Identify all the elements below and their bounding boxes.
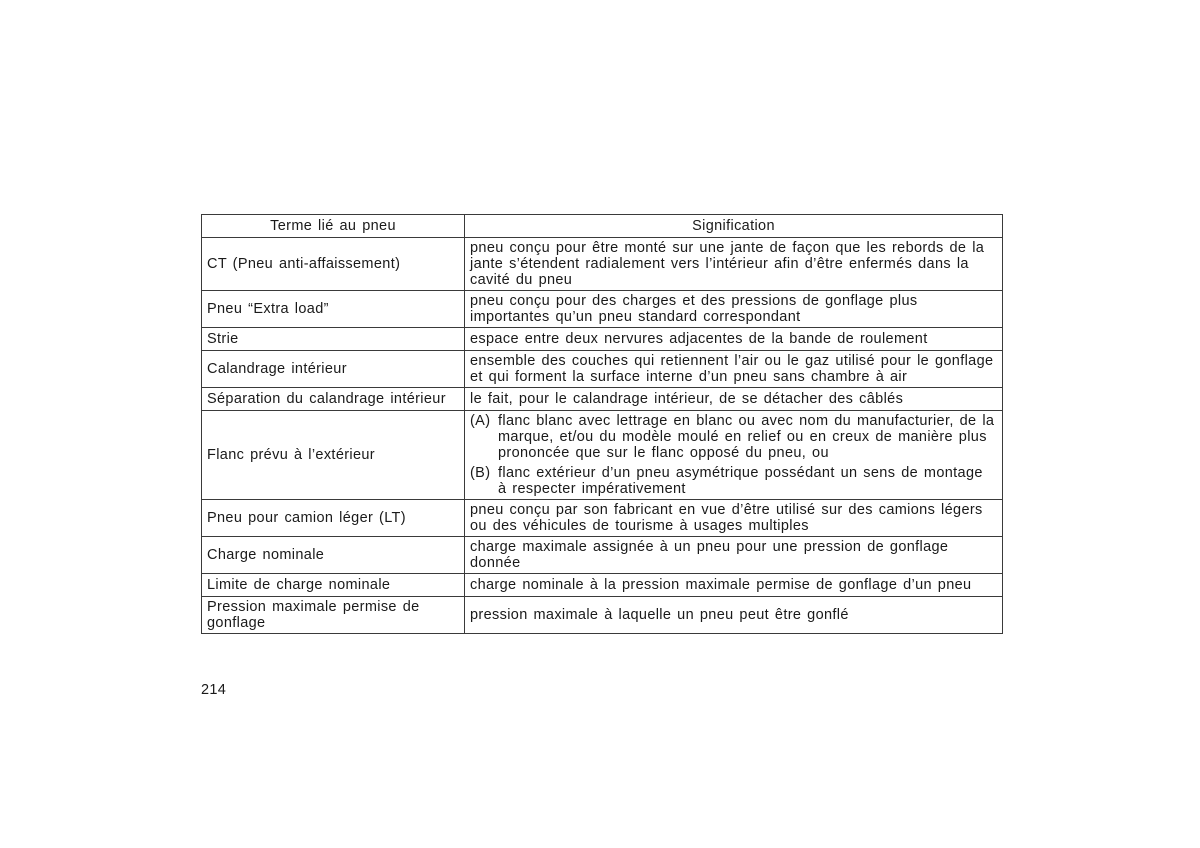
meaning-cell: charge nominale à la pression maximale permise de gonflage d’un pneu (465, 574, 1003, 597)
term-cell: Pneu “Extra load” (202, 291, 465, 328)
meaning-cell: espace entre deux nervures adjacentes de la bande de roulement (465, 328, 1003, 351)
table-row (202, 500, 1003, 537)
term-cell: Calandrage intérieur (202, 351, 465, 388)
table-row (202, 574, 1003, 597)
table-row (202, 238, 1003, 291)
meaning-cell: pression maximale à laquelle un pneu peut être gonflé (465, 597, 1003, 634)
list-marker: (B) (470, 465, 491, 481)
table-row (202, 351, 1003, 388)
meaning-list-item (470, 465, 997, 497)
list-text: flanc extérieur d’un pneu asymétrique possédant un sens de montage à respecter impérativement (498, 465, 983, 497)
tire-terms-table (201, 214, 1003, 634)
term-cell: CT (Pneu anti‑affaissement) (202, 238, 465, 291)
meaning-cell: pneu conçu pour être monté sur une jante de façon que les rebords de la jante s’étendent radialement vers l’intérieur afin d’être enfermés dans la cavité du pneu (465, 238, 1003, 291)
table-row (202, 388, 1003, 411)
meaning-cell: charge maximale assignée à un pneu pour une pression de gonflage donnée (465, 537, 1003, 574)
table-row (202, 291, 1003, 328)
term-cell: Pneu pour camion léger (LT) (202, 500, 465, 537)
meaning-list-item (470, 413, 997, 461)
header-row (202, 215, 1003, 238)
meaning-cell: pneu conçu par son fabricant en vue d’être utilisé sur des camions légers ou des véhicules de tourisme à usages multiples (465, 500, 1003, 537)
table-row (202, 328, 1003, 351)
meaning-cell (465, 411, 1003, 500)
meaning-cell: le fait, pour le calandrage intérieur, de se détacher des câblés (465, 388, 1003, 411)
meaning-cell: pneu conçu pour des charges et des pressions de gonflage plus importantes qu’un pneu standard correspondant (465, 291, 1003, 328)
term-cell: Limite de charge nominale (202, 574, 465, 597)
term-cell: Strie (202, 328, 465, 351)
column-header-meaning: Signification (465, 215, 1003, 238)
list-marker: (A) (470, 413, 491, 429)
table-body (202, 238, 1003, 634)
term-cell: Pression maximale permise de gonflage (202, 597, 465, 634)
table-row (202, 597, 1003, 634)
table-row (202, 537, 1003, 574)
table-row (202, 411, 1003, 500)
page-number: 214 (201, 682, 227, 698)
table-header (202, 215, 1003, 238)
list-text: flanc blanc avec lettrage en blanc ou avec nom du manufacturier, de la marque, et/ou du modèle moulé en relief ou en creux de manière plus prononcée que sur le flanc opposé du pneu, ou (498, 413, 995, 461)
term-cell: Charge nominale (202, 537, 465, 574)
column-header-term: Terme lié au pneu (202, 215, 465, 238)
meaning-cell: ensemble des couches qui retiennent l’air ou le gaz utilisé pour le gonflage et qui forment la surface interne d’un pneu sans chambre à air (465, 351, 1003, 388)
term-cell: Flanc prévu à l’extérieur (202, 411, 465, 500)
term-cell: Séparation du calandrage intérieur (202, 388, 465, 411)
